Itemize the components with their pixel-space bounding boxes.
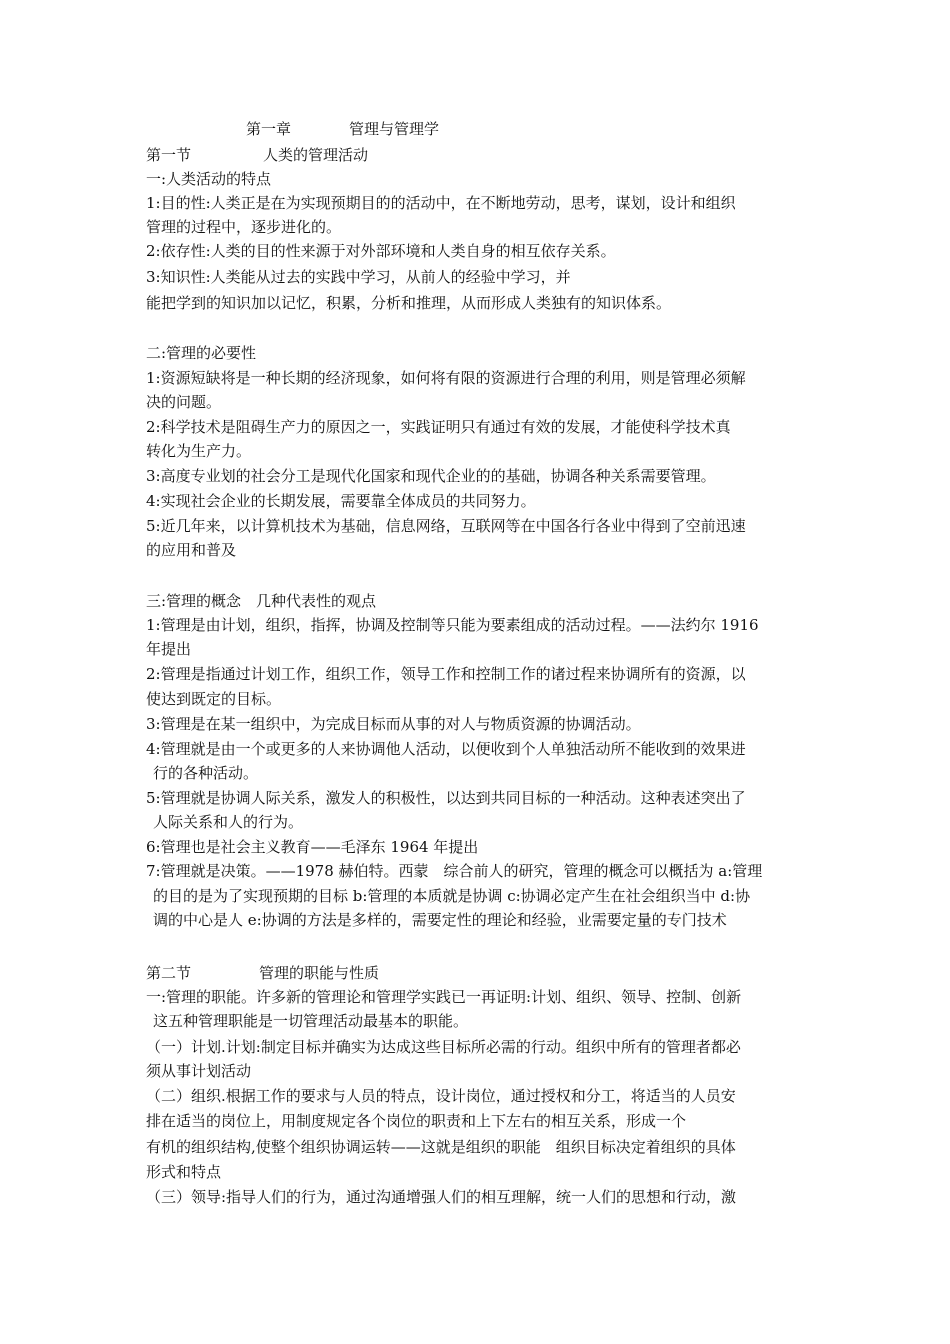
- paragraph-line: 有机的组织结构,使整个组织协调运转——这就是组织的职能 组织目标决定着组织的具体: [146, 1138, 736, 1156]
- part-heading: 三:管理的概念 几种代表性的观点: [146, 592, 377, 610]
- paragraph-line: 6:管理也是社会主义教育——毛泽东 1964 年提出: [146, 838, 479, 856]
- paragraph-line: 形式和特点: [146, 1163, 222, 1181]
- section-label: 第二节: [146, 964, 192, 982]
- paragraph-line: 1:目的性:人类正是在为实现预期目的的活动中，在不断地劳动，思考，谋划，设计和组织: [146, 194, 736, 212]
- paragraph-line: 5:管理就是协调人际关系，激发人的积极性，以达到共同目标的一种活动。这种表述突出了: [146, 789, 746, 807]
- paragraph-line: 3:高度专业划的社会分工是现代化国家和现代企业的的基础，协调各种关系需要管理。: [146, 467, 716, 485]
- section-heading: [146, 144, 816, 168]
- paragraph-line: 使达到既定的目标。: [146, 690, 282, 708]
- section-label: 第一节: [146, 146, 192, 164]
- paragraph-line: 2:科学技术是阻碍生产力的原因之一，实践证明只有通过有效的发展，才能使科学技术真: [146, 418, 731, 436]
- paragraph-line: 年提出: [146, 640, 192, 658]
- paragraph-line: 能把学到的知识加以记忆，积累，分析和推理，从而形成人类独有的知识体系。: [146, 294, 672, 312]
- paragraph-line: 排在适当的岗位上，用制度规定各个岗位的职责和上下左右的相互关系，形成一个: [146, 1112, 687, 1130]
- paragraph-line: 3:知识性:人类能从过去的实践中学习，从前人的经验中学习，并: [146, 268, 571, 286]
- paragraph-line: 2:管理是指通过计划工作，组织工作，领导工作和控制工作的诸过程来协调所有的资源，以: [146, 665, 746, 683]
- paragraph-line: 一:管理的职能。许多新的管理论和管理学实践已一再证明:计划、组织、领导、控制、创新: [146, 988, 742, 1006]
- paragraph-line: 调的中心是人 e:协调的方法是多样的，需要定性的理论和经验，业需要定量的专门技术: [153, 911, 727, 929]
- paragraph-line: 须从事计划活动: [146, 1062, 252, 1080]
- section-heading: [146, 962, 816, 986]
- paragraph-line: 3:管理是在某一组织中，为完成目标而从事的对人与物质资源的协调活动。: [146, 715, 641, 733]
- paragraph-line: 7:管理就是决策。——1978 赫伯特。西蒙 综合前人的研究，管理的概念可以概括为 a:管理: [146, 862, 763, 880]
- paragraph-line: 2:依存性:人类的目的性来源于对外部环境和人类自身的相互依存关系。: [146, 242, 616, 260]
- paragraph-line: 1:管理是由计划，组织，指挥，协调及控制等只能为要素组成的活动过程。——法约尔 1916: [146, 616, 759, 634]
- chapter-title: [246, 118, 916, 142]
- paragraph-line: 管理的过程中，逐步进化的。: [146, 218, 342, 236]
- paragraph-line: 的目的是为了实现预期的目标 b:管理的本质就是协调 c:协调必定产生在社会组织当中 d:协: [153, 887, 751, 905]
- paragraph-line: 4:管理就是由一个或更多的人来协调他人活动，以便收到个人单独活动所不能收到的效果进: [146, 740, 746, 758]
- chapter-label: 第一章: [246, 120, 292, 138]
- part-heading: 二:管理的必要性: [146, 344, 257, 362]
- paragraph-line: 1:资源短缺将是一种长期的经济现象，如何将有限的资源进行合理的利用，则是管理必须解: [146, 369, 746, 387]
- paragraph-line: 这五种管理职能是一切管理活动最基本的职能。: [153, 1012, 469, 1030]
- paragraph-line: （二）组织.根据工作的要求与人员的特点，设计岗位，通过授权和分工，将适当的人员安: [146, 1087, 736, 1105]
- part-heading: 一:人类活动的特点: [146, 170, 272, 188]
- paragraph-line: 人际关系和人的行为。: [153, 813, 304, 831]
- paragraph-line: （一）计划.计划:制定目标并确实为达成这些目标所必需的行动。组织中所有的管理者都必: [146, 1038, 741, 1056]
- paragraph-line: （三）领导:指导人们的行为，通过沟通增强人们的相互理解，统一人们的思想和行动，激: [146, 1188, 737, 1206]
- chapter-name: 管理与管理学: [349, 120, 440, 138]
- section-title: 管理的职能与性质: [259, 964, 380, 982]
- paragraph-line: 4:实现社会企业的长期发展，需要靠全体成员的共同努力。: [146, 492, 536, 510]
- paragraph-line: 转化为生产力。: [146, 442, 252, 460]
- section-title: 人类的管理活动: [263, 146, 369, 164]
- paragraph-line: 行的各种活动。: [153, 764, 259, 782]
- paragraph-line: 的应用和普及: [146, 541, 237, 559]
- paragraph-line: 5:近几年来，以计算机技术为基础，信息网络，互联网等在中国各行各业中得到了空前迅速: [146, 517, 746, 535]
- paragraph-line: 决的问题。: [146, 393, 222, 411]
